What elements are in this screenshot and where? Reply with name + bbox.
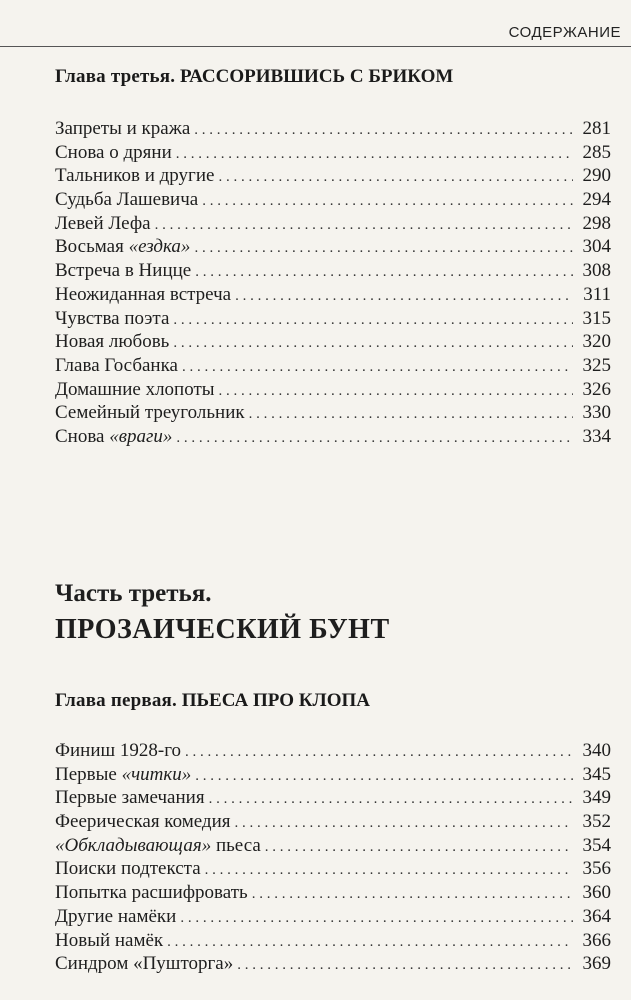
page-number: 290 bbox=[582, 165, 611, 187]
toc-entry: Домашние хлопоты . . . 326 bbox=[55, 379, 611, 403]
toc-entry: Чувства поэта . . . 315 bbox=[55, 308, 611, 332]
header-rule bbox=[0, 46, 631, 47]
page-number: 360 bbox=[582, 882, 611, 904]
toc-entry: Левей Лефа . . . 298 bbox=[55, 213, 611, 237]
toc-entry: Первые «читки» . . . 345 bbox=[55, 764, 611, 788]
page-number: 320 bbox=[582, 331, 611, 353]
page-number: 285 bbox=[582, 141, 611, 163]
toc-entry: Судьба Лашевича . . . 294 bbox=[55, 189, 611, 213]
toc-entry: Восьмая «ездка» . . . 304 bbox=[55, 236, 611, 260]
toc-entry: Снова «враги» . . . 334 bbox=[55, 426, 611, 450]
chapter-title: ПЬЕСА ПРО КЛОПА bbox=[181, 690, 370, 711]
toc-entry: Другие намёки . . . 364 bbox=[55, 906, 611, 930]
toc-entry: Первые замечания . . . 349 bbox=[55, 787, 611, 811]
part-label: Часть третья. bbox=[55, 580, 212, 607]
chapter-label: Глава третья. bbox=[55, 66, 176, 87]
toc-entry: «Обкладывающая» пьеса . . . 354 bbox=[55, 835, 611, 859]
page-number: 298 bbox=[582, 212, 611, 234]
page-number: 308 bbox=[582, 260, 611, 282]
toc-entry: Запреты и кража . . . 281 bbox=[55, 118, 611, 142]
toc-entry: Встреча в Ницце . . . 308 bbox=[55, 260, 611, 284]
page-number: 311 bbox=[583, 283, 611, 305]
toc-entry: Попытка расшифровать . . . 360 bbox=[55, 882, 611, 906]
page-number: 364 bbox=[582, 905, 611, 927]
toc-entry: Феерическая комедия . . . 352 bbox=[55, 811, 611, 835]
toc-entry: Новая любовь . . . 320 bbox=[55, 331, 611, 355]
page-number: 354 bbox=[582, 834, 611, 856]
page-number: 345 bbox=[582, 763, 611, 785]
page-number: 330 bbox=[582, 402, 611, 424]
toc-entry: Поиски подтекста . . . 356 bbox=[55, 858, 611, 882]
toc-entry: Неожиданная встреча . . . 311 bbox=[55, 284, 611, 308]
page-number: 334 bbox=[582, 425, 611, 447]
page-number: 315 bbox=[582, 307, 611, 329]
page-number: 294 bbox=[582, 189, 611, 211]
running-head: СОДЕРЖАНИЕ bbox=[508, 24, 621, 41]
page-number: 304 bbox=[582, 236, 611, 258]
toc-list bbox=[55, 118, 611, 450]
chapter-heading bbox=[55, 690, 370, 712]
page-number: 349 bbox=[582, 787, 611, 809]
toc-entry: Тальников и другие . . . 290 bbox=[55, 165, 611, 189]
chapter-label: Глава первая. bbox=[55, 690, 177, 711]
toc-entry: Глава Госбанка . . . 325 bbox=[55, 355, 611, 379]
page-number: 325 bbox=[582, 354, 611, 376]
page-number: 326 bbox=[582, 378, 611, 400]
page-number: 281 bbox=[582, 118, 611, 139]
toc-entry: Синдром «Пушторга» . . . 369 bbox=[55, 953, 611, 977]
page-number: 366 bbox=[582, 929, 611, 951]
chapter-title: РАССОРИВШИСЬ С БРИКОМ bbox=[179, 66, 454, 87]
page-number: 356 bbox=[582, 858, 611, 880]
page-number: 369 bbox=[582, 953, 611, 975]
chapter-heading bbox=[55, 66, 453, 88]
toc-entry: Семейный треугольник . . . 330 bbox=[55, 402, 611, 426]
page-number: 352 bbox=[582, 811, 611, 833]
toc-entry: Снова о дряни . . . 285 bbox=[55, 142, 611, 166]
toc-list bbox=[55, 740, 611, 977]
part-title: ПРОЗАИЧЕСКИЙ БУНТ bbox=[55, 614, 390, 645]
page-number: 340 bbox=[582, 740, 611, 761]
toc-entry: Новый намёк . . . 366 bbox=[55, 930, 611, 954]
toc-entry: Финиш 1928-го . . . 340 bbox=[55, 740, 611, 764]
